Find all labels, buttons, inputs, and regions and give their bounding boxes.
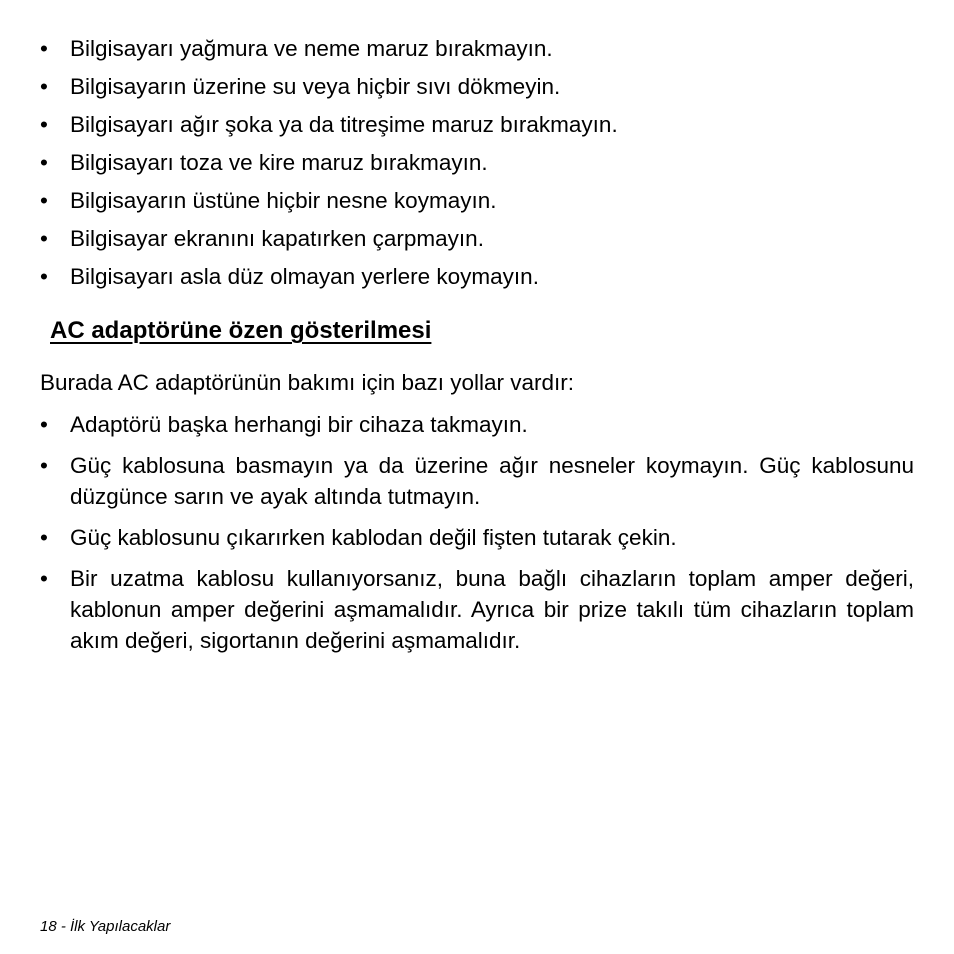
- bullet-icon: •: [40, 112, 48, 137]
- list-item: [40, 261, 914, 292]
- list-item-text: Bilgisayarı yağmura ve neme maruz bırakmayın.: [70, 36, 553, 61]
- list-item: [40, 33, 914, 64]
- list-item-text: Adaptörü başka herhangi bir cihaza takmayın.: [70, 412, 528, 437]
- bullet-icon: •: [40, 74, 48, 99]
- list-item: [40, 147, 914, 178]
- bullet-icon: •: [40, 264, 48, 289]
- section-intro: Burada AC adaptörünün bakımı için bazı yollar vardır:: [40, 370, 575, 395]
- list-item-text: Güç kablosunu çıkarırken kablodan değil fişten tutarak çekin.: [70, 525, 677, 550]
- adapter-care-bullet-list: [40, 409, 914, 666]
- list-item-text: Bilgisayar ekranını kapatırken çarpmayın.: [70, 226, 484, 251]
- list-item-text: Bilgisayarı ağır şoka ya da titreşime maruz bırakmayın.: [70, 112, 618, 137]
- bullet-icon: •: [40, 566, 48, 591]
- list-item: [40, 522, 914, 553]
- section-heading: AC adaptörüne özen gösterilmesi: [50, 317, 432, 344]
- bullet-icon: •: [40, 226, 48, 251]
- list-item: [40, 223, 914, 254]
- bullet-icon: •: [40, 150, 48, 175]
- list-item-text: Bilgisayarın üstüne hiçbir nesne koymayın.: [70, 188, 497, 213]
- bullet-icon: •: [40, 412, 48, 437]
- list-item-text: Güç kablosuna basmayın ya da üzerine ağır nesneler koymayın. Güç kablosunu düzgünce sarın ve ayak altında tutmayın.: [70, 453, 914, 509]
- list-item-text: Bilgisayarın üzerine su veya hiçbir sıvı dökmeyin.: [70, 74, 561, 99]
- list-item-text: Bilgisayarı asla düz olmayan yerlere koymayın.: [70, 264, 539, 289]
- list-item: [40, 185, 914, 216]
- bullet-icon: •: [40, 188, 48, 213]
- bullet-icon: •: [40, 36, 48, 61]
- list-item-text: Bilgisayarı toza ve kire maruz bırakmayın.: [70, 150, 488, 175]
- list-item: [40, 109, 914, 140]
- care-bullet-list: [40, 33, 914, 299]
- list-item: [40, 563, 914, 656]
- list-item-text: Bir uzatma kablosu kullanıyorsanız, buna bağlı cihazların toplam amper değeri, kablonun amper değerini aşmamalıdır. Ayrıca bir prize takılı tüm cihazların toplam akım değeri, sigortanın değerini aşmamalıdır.: [70, 566, 914, 653]
- list-item: [40, 450, 914, 512]
- bullet-icon: •: [40, 453, 48, 478]
- list-item: [40, 409, 914, 440]
- bullet-icon: •: [40, 525, 48, 550]
- page-footer: 18 - İlk Yapılacaklar: [40, 918, 171, 935]
- list-item: [40, 71, 914, 102]
